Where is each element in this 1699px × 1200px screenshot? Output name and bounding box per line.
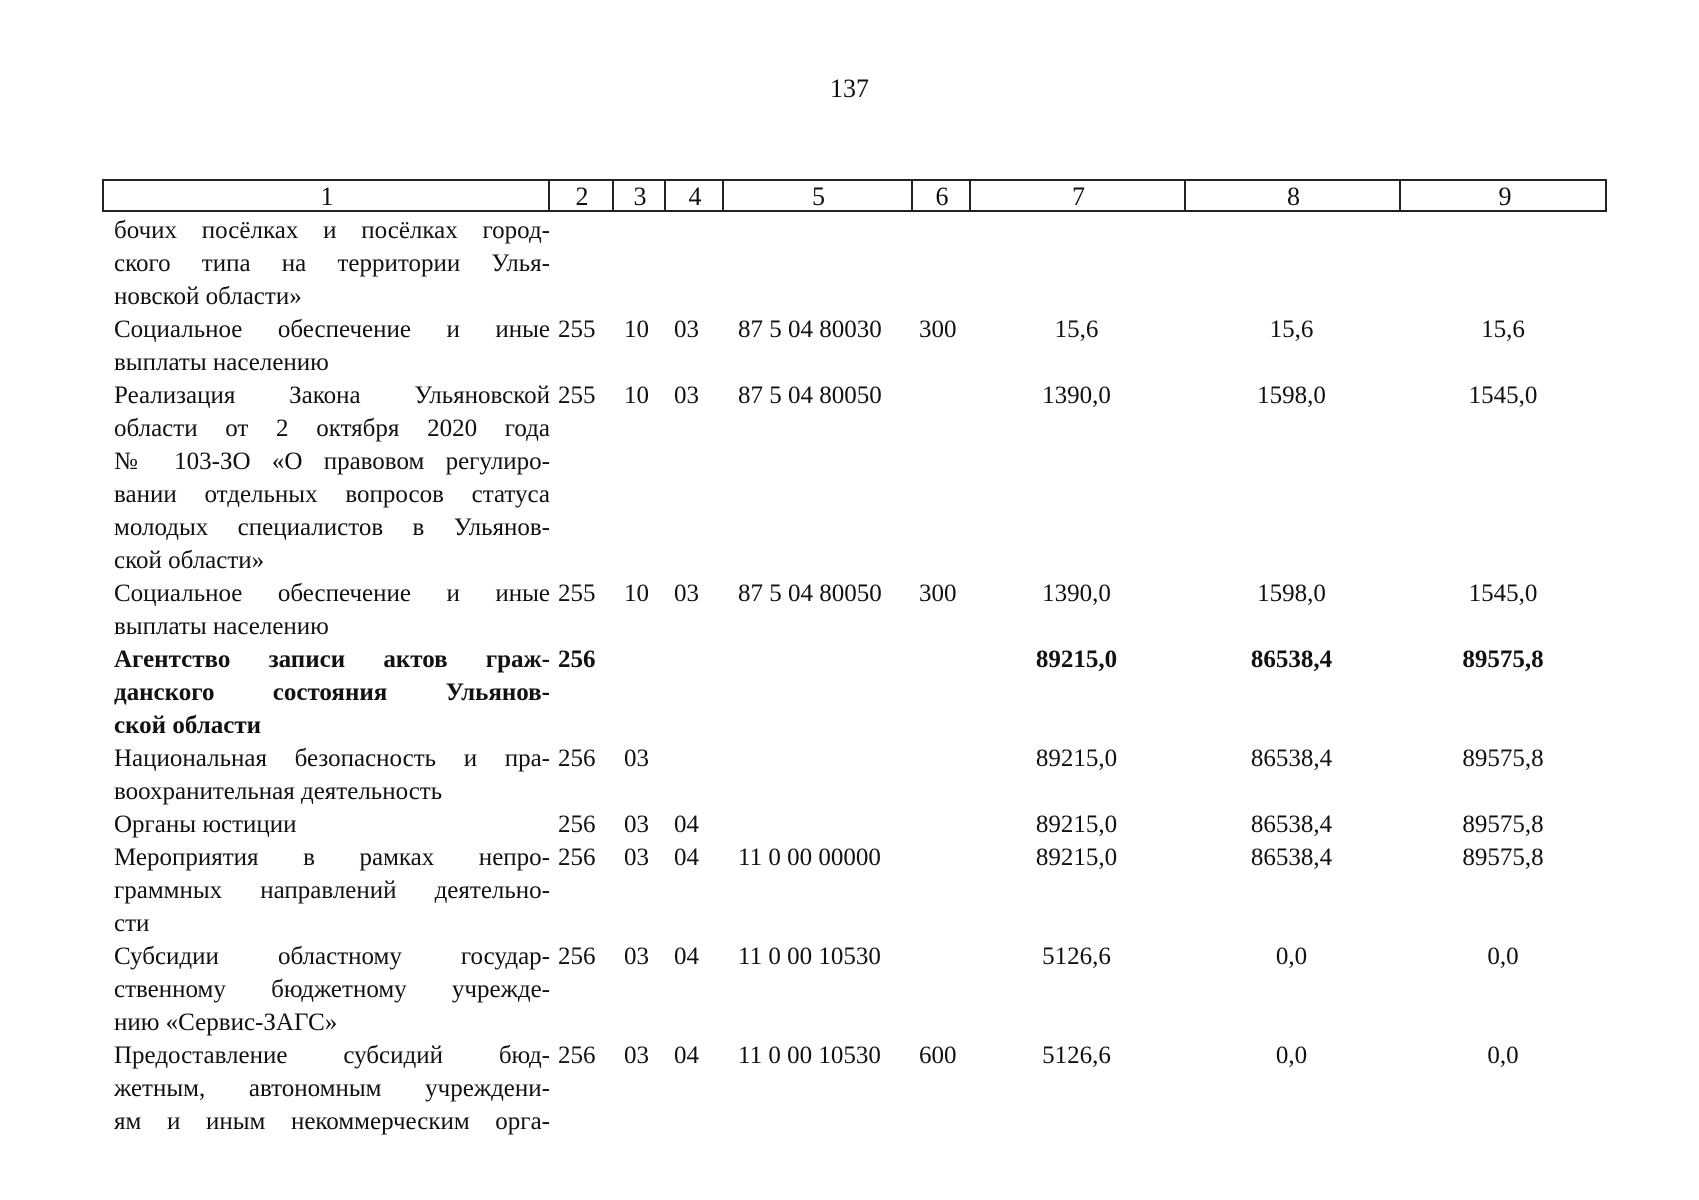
cell-col-4: 04 (674, 844, 699, 871)
cell-col-2: 256 (558, 1042, 596, 1069)
description-line: Социальное обеспечение и иные (114, 580, 550, 607)
row-description (102, 808, 550, 841)
budget-table-body (102, 214, 1607, 1138)
description-line: Агентство записи актов граж- (114, 646, 550, 673)
cell-col-2: 256 (558, 646, 596, 673)
description-line: данского состояния Ульянов- (114, 679, 550, 706)
cell-col-8: 1598,0 (1257, 580, 1326, 607)
cell-col-9: 0,0 (1487, 1042, 1519, 1069)
table-row (102, 742, 1607, 808)
cell-col-5: 11 0 00 00000 (738, 844, 881, 871)
table-row (102, 808, 1607, 841)
header-cell-4: 4 (664, 181, 724, 210)
description-line: ского типа на территории Улья- (114, 250, 550, 277)
cell-col-9 (1399, 214, 1607, 247)
table-row (102, 841, 1607, 940)
description-line: Мероприятия в рамках непро- (114, 844, 550, 871)
cell-col-8: 86538,4 (1250, 811, 1333, 838)
description-line: ственному бюджетному учрежде- (114, 976, 550, 1003)
description-line: Социальное обеспечение и иные (114, 316, 550, 343)
cell-col-8: 86538,4 (1250, 844, 1333, 871)
cell-col-4: 03 (674, 382, 699, 409)
cell-col-9: 89575,8 (1462, 844, 1544, 871)
cell-col-3: 03 (624, 1042, 649, 1069)
description-line: новской области» (114, 283, 302, 310)
row-description (102, 841, 550, 940)
cell-col-6: 300 (919, 316, 957, 343)
description-line: жетным, автономным учреждени- (114, 1075, 550, 1102)
description-line: ской области (114, 712, 262, 739)
cell-col-7: 1390,0 (1042, 382, 1111, 409)
header-cell-8: 8 (1184, 181, 1401, 210)
cell-col-9: 89575,8 (1462, 646, 1544, 673)
cell-col-6: 600 (919, 1042, 957, 1069)
header-cell-9: 9 (1399, 181, 1609, 210)
description-line: сти (114, 910, 150, 937)
description-line: ям и иным некоммерческим орга- (114, 1108, 550, 1135)
description-line: Реализация Закона Ульяновской (114, 382, 550, 409)
header-cell-1: 1 (320, 182, 334, 211)
description-line: вании отдельных вопросов статуса (114, 481, 550, 508)
cell-col-2: 255 (558, 316, 596, 343)
cell-col-8: 0,0 (1275, 1042, 1308, 1069)
description-line: Национальная безопасность и пра- (114, 745, 550, 772)
cell-col-5: 87 5 04 80050 (738, 382, 882, 409)
table-row (102, 379, 1607, 577)
cell-col-3: 03 (624, 844, 649, 871)
header-cell-7: 7 (969, 181, 1186, 210)
header-cell-5: 5 (722, 181, 913, 210)
table-row (102, 643, 1607, 742)
cell-col-7: 5126,6 (1042, 1042, 1111, 1069)
cell-col-3: 03 (624, 943, 649, 970)
table-row (102, 940, 1607, 1039)
cell-col-8: 86538,4 (1250, 745, 1333, 772)
cell-col-8: 15,6 (1269, 316, 1314, 343)
table-row (102, 214, 1607, 313)
cell-col-3: 03 (624, 811, 649, 838)
cell-col-9: 0,0 (1487, 943, 1519, 970)
cell-col-7: 5126,6 (1042, 943, 1111, 970)
cell-col-2: 255 (558, 382, 596, 409)
cell-col-2: 256 (558, 943, 596, 970)
cell-col-2: 256 (558, 811, 596, 838)
cell-col-4: 04 (674, 1042, 699, 1069)
description-line: выплаты населению (114, 349, 329, 376)
row-description (102, 379, 550, 577)
cell-col-8 (1184, 214, 1399, 247)
cell-col-4: 04 (674, 943, 699, 970)
cell-col-9: 89575,8 (1462, 745, 1544, 772)
cell-col-5: 87 5 04 80050 (738, 580, 882, 607)
cell-col-5: 11 0 00 10530 (738, 1042, 881, 1069)
cell-col-8: 0,0 (1275, 943, 1308, 970)
cell-col-9: 15,6 (1481, 316, 1525, 343)
cell-col-4: 03 (674, 316, 699, 343)
description-line: Органы юстиции (114, 811, 297, 838)
cell-col-4: 04 (674, 811, 699, 838)
cell-col-6: 300 (919, 580, 957, 607)
description-line: выплаты населению (114, 613, 329, 640)
cell-col-7: 89215,0 (1035, 844, 1118, 871)
row-description (102, 577, 550, 643)
description-line: ской области» (114, 547, 265, 574)
cell-col-3: 10 (624, 382, 649, 409)
header-cell-6: 6 (911, 181, 971, 210)
description-line: воохранительная деятельность (114, 778, 443, 805)
cell-col-5: 11 0 00 10530 (738, 943, 881, 970)
cell-col-2: 256 (558, 745, 596, 772)
cell-col-3: 03 (624, 745, 649, 772)
cell-col-7: 89215,0 (1035, 745, 1118, 772)
description-line: нию «Сервис-ЗАГС» (114, 1009, 338, 1036)
cell-col-3: 10 (624, 316, 649, 343)
row-description (102, 940, 550, 1039)
description-line: граммных направлений деятельно- (114, 877, 550, 904)
table-row (102, 313, 1607, 379)
page-number: 137 (830, 74, 869, 103)
table-header (102, 179, 1607, 212)
cell-col-7: 89215,0 (1035, 646, 1118, 673)
table-row (102, 577, 1607, 643)
description-line: области от 2 октября 2020 года (114, 415, 550, 442)
cell-col-2: 256 (558, 844, 596, 871)
cell-col-2: 255 (558, 580, 596, 607)
description-line: бочих посёлках и посёлках город- (114, 217, 550, 244)
row-description (102, 214, 550, 313)
cell-col-7: 1390,0 (1042, 580, 1111, 607)
cell-col-5: 87 5 04 80030 (738, 316, 882, 343)
cell-col-7: 89215,0 (1035, 811, 1118, 838)
description-line: Субсидии областному государ- (114, 943, 550, 970)
header-cell-3: 3 (612, 181, 666, 210)
header-cell-2: 2 (548, 181, 614, 210)
cell-col-9: 1545,0 (1468, 382, 1538, 409)
description-line: Предоставление субсидий бюд- (114, 1042, 550, 1069)
cell-col-7 (969, 214, 1184, 247)
row-description (102, 742, 550, 808)
cell-col-8: 86538,4 (1250, 646, 1333, 673)
cell-col-9: 89575,8 (1462, 811, 1544, 838)
cell-col-7: 15,6 (1054, 316, 1099, 343)
table-row (102, 1039, 1607, 1138)
row-description (102, 643, 550, 742)
cell-col-8: 1598,0 (1257, 382, 1326, 409)
cell-col-4: 03 (674, 580, 699, 607)
row-description (102, 313, 550, 379)
cell-col-9: 1545,0 (1468, 580, 1538, 607)
description-line: молодых специалистов в Ульянов- (114, 514, 550, 541)
row-description (102, 1039, 550, 1138)
description-line: № 103-ЗО «О правовом регулиро- (114, 448, 550, 475)
cell-col-3: 10 (624, 580, 649, 607)
